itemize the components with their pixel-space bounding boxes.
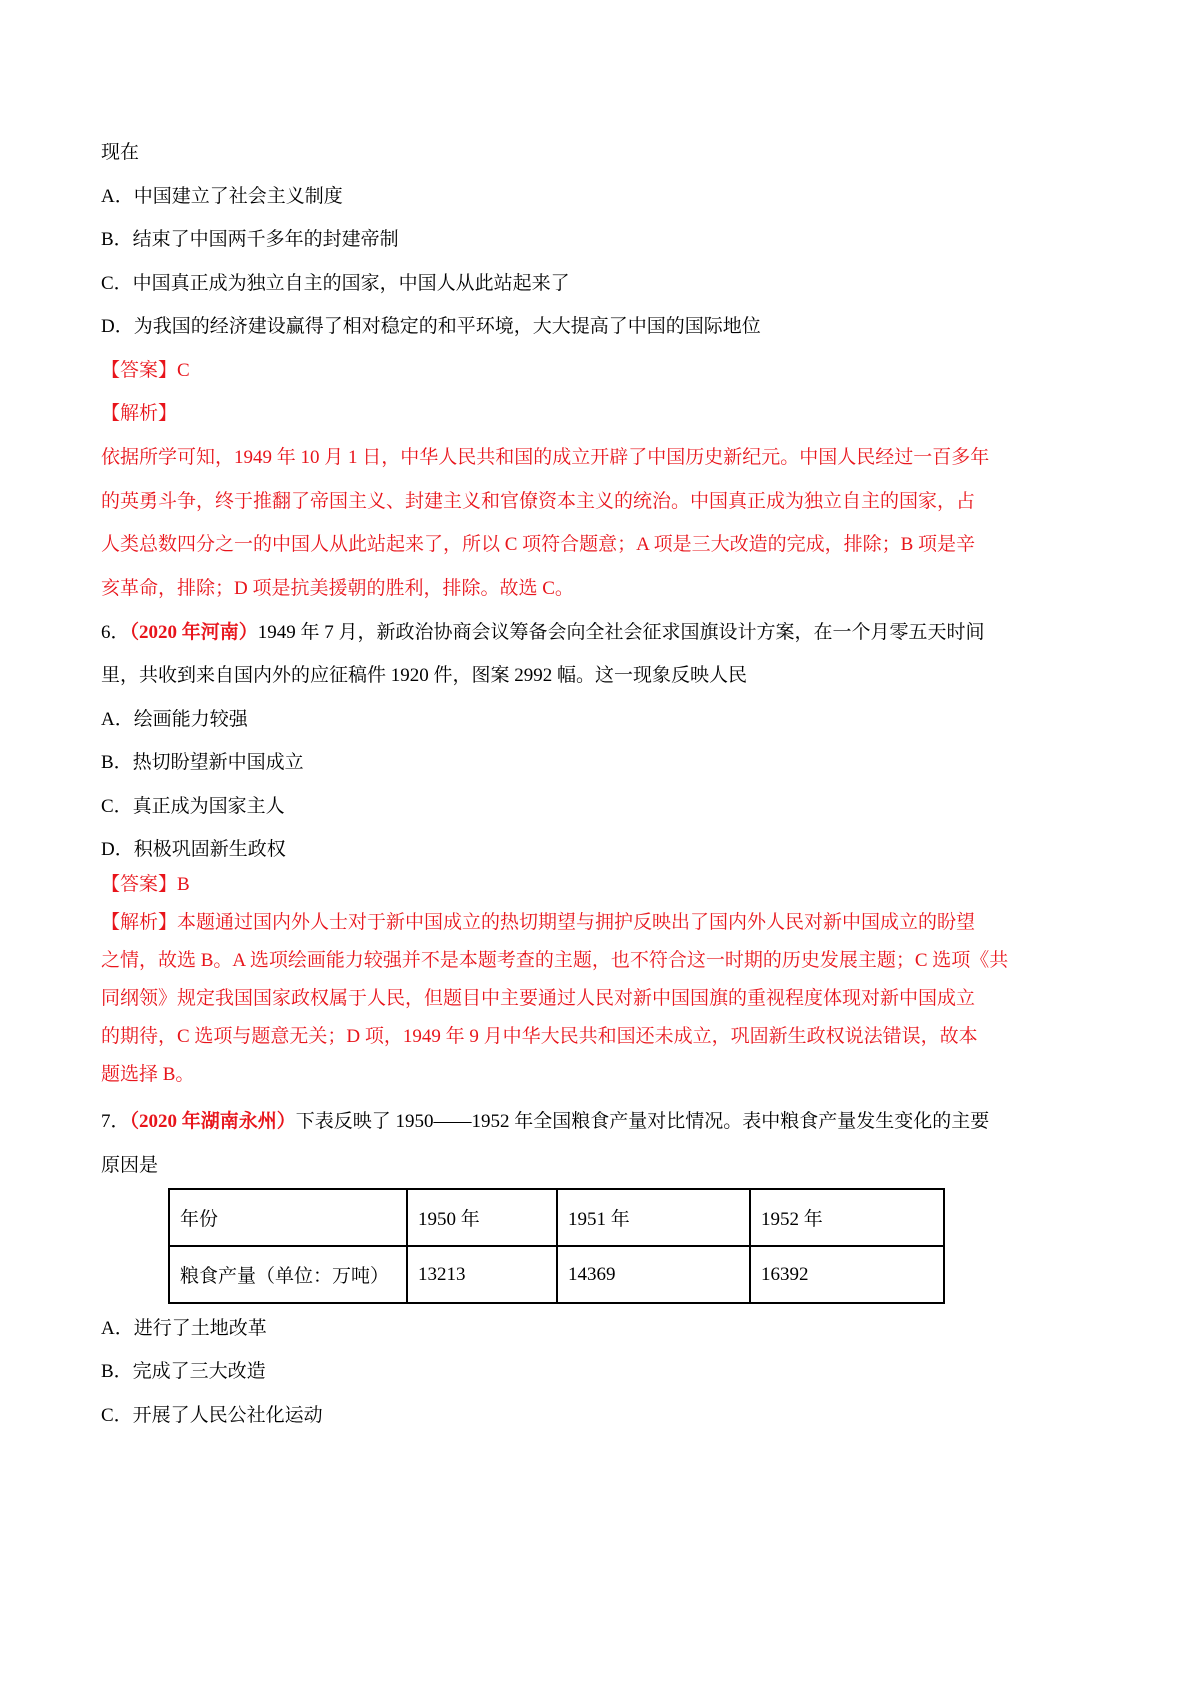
q5-answer: 【答案】C <box>101 360 190 381</box>
table-cell: 粮食产量（单位：万吨） <box>169 1246 407 1303</box>
q7-option-b: B．完成了三大改造 <box>101 1361 266 1382</box>
table-cell: 16392 <box>750 1246 944 1303</box>
q5-option-c: C．中国真正成为独立自主的国家，中国人从此站起来了 <box>101 273 570 294</box>
q6-option-c: C．真正成为国家主人 <box>101 796 285 817</box>
q5-analysis-line: 的英勇斗争，终于推翻了帝国主义、封建主义和官僚资本主义的统治。中国真正成为独立自主的国家，占 <box>101 491 976 512</box>
q7-stem-text: 下表反映了 1950——1952 年全国粮食产量对比情况。表中粮食产量发生变化的主要 <box>295 1111 990 1132</box>
q6-option-b: B．热切盼望新中国成立 <box>101 752 304 773</box>
table-cell: 14369 <box>557 1246 750 1303</box>
table-header-cell: 1952 年 <box>750 1189 944 1246</box>
table-cell: 13213 <box>407 1246 557 1303</box>
q6-analysis-line <box>101 911 975 935</box>
q7-option-c: C．开展了人民公社化运动 <box>101 1405 323 1426</box>
table-header-cell: 1950 年 <box>407 1189 557 1246</box>
q6-stem-text: 1949 年 7 月，新政治协商会议筹备会向全社会征求国旗设计方案，在一个月零五天时间 <box>257 622 985 643</box>
table-row <box>169 1246 944 1303</box>
table-header-cell: 年份 <box>169 1189 407 1246</box>
q6-answer: 【答案】B <box>101 874 190 895</box>
q7-option-a: A．进行了土地改革 <box>101 1318 267 1339</box>
q6-source: （2020 年河南） <box>129 622 258 643</box>
grain-output-table <box>168 1188 945 1304</box>
q5-stem-tail: 现在 <box>101 142 140 163</box>
q6-analysis-line: 题选择 B。 <box>101 1064 195 1085</box>
q6-stem-line2: 里，共收到来自国内外的应征稿件 1920 件，图案 2992 幅。这一现象反映人民 <box>101 665 748 686</box>
q6-analysis-line: 之情，故选 B。A 选项绘画能力较强并不是本题考查的主题，也不符合这一时期的历史发展主题；C 选项《共 <box>101 950 1009 971</box>
q5-option-d: D．为我国的经济建设赢得了相对稳定的和平环境，大大提高了中国的国际地位 <box>101 316 761 337</box>
q5-analysis-line: 依据所学可知，1949 年 10 月 1 日，中华人民共和国的成立开辟了中国历史新纪元。中国人民经过一百多年 <box>101 447 990 468</box>
q6-analysis-label: 【解析】 <box>101 912 178 933</box>
q6-option-a: A．绘画能力较强 <box>101 709 248 730</box>
q6-analysis-line: 的期待，C 选项与题意无关；D 项，1949 年 9 月中华大民共和国还未成立，巩固新生政权说法错误，故本 <box>101 1026 978 1047</box>
q7-stem-line2: 原因是 <box>101 1155 159 1176</box>
q5-analysis-line: 亥革命，排除；D 项是抗美援朝的胜利，排除。故选 C。 <box>101 578 574 599</box>
q6-analysis-line: 同纲领》规定我国国家政权属于人民，但题目中主要通过人民对新中国国旗的重视程度体现对新中国成立 <box>101 988 976 1009</box>
q6-analysis-text: 本题通过国内外人士对于新中国成立的热切期望与拥护反映出了国内外人民对新中国成立的盼望 <box>177 912 976 933</box>
q5-option-b: B．结束了中国两千多年的封建帝制 <box>101 229 399 250</box>
q7-source: （2020 年湖南永州） <box>129 1111 296 1132</box>
q5-option-a: A．中国建立了社会主义制度 <box>101 186 343 207</box>
q6-option-d: D．积极巩固新生政权 <box>101 839 286 860</box>
q6-number: 6． <box>101 622 130 643</box>
q5-analysis-label: 【解析】 <box>101 403 178 424</box>
q7-stem <box>101 1110 989 1134</box>
q7-number: 7． <box>101 1111 130 1132</box>
q6-stem <box>101 621 985 645</box>
table-row <box>169 1189 944 1246</box>
table-header-cell: 1951 年 <box>557 1189 750 1246</box>
q5-analysis-line: 人类总数四分之一的中国人从此站起来了，所以 C 项符合题意；A 项是三大改造的完成，排除；B 项是辛 <box>101 534 976 555</box>
